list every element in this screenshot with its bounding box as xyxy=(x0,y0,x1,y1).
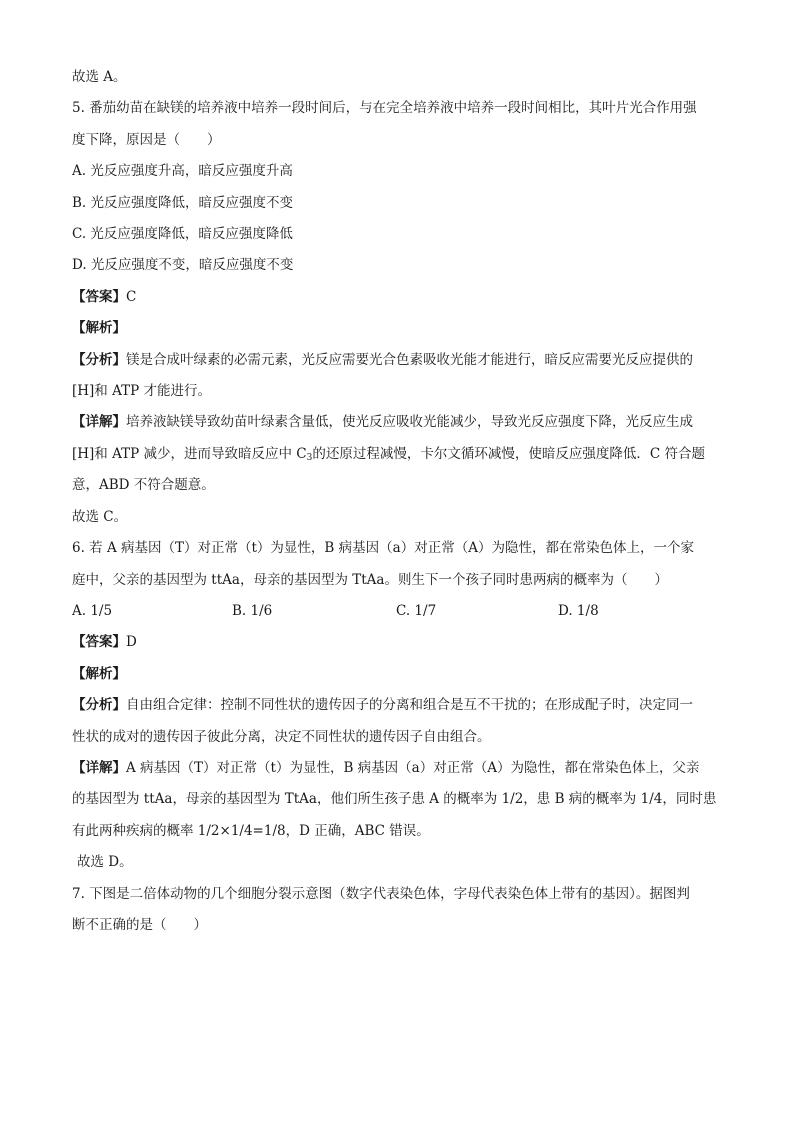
q5-option-b: B. 光反应强度降低，暗反应强度不变 xyxy=(72,194,294,211)
q5-stem-line-2: 度下降，原因是（ ） xyxy=(72,131,221,148)
analysis-tag: 【解析】 xyxy=(72,320,126,337)
q5-xiangjie-line-1 xyxy=(72,407,722,438)
answer-tag: 【答案】 xyxy=(72,634,126,651)
prev-conclusion: 故选 A。 xyxy=(72,69,127,85)
q5-fenxi-line-1 xyxy=(72,345,722,376)
q6-options xyxy=(72,596,722,627)
fenxi-text: 镁是合成叶绿素的必需元素，光反应需要光合色素吸收光能才能进行，暗反应需要光反应提供的 xyxy=(126,351,693,368)
q5-xiangjie-line-3: 意，ABD 不符合题意。 xyxy=(72,477,215,494)
q6-option-b: B. 1/6 xyxy=(232,602,273,619)
q6-answer xyxy=(72,627,722,658)
q5-option-d: D. 光反应强度不变，暗反应强度不变 xyxy=(72,257,294,274)
answer-tag: 【答案】 xyxy=(72,288,126,305)
fenxi-tag: 【分析】 xyxy=(72,697,126,714)
q5-conclusion: 故选 C。 xyxy=(72,508,128,525)
q6-analysis-heading xyxy=(72,659,722,690)
q5-answer xyxy=(72,282,722,313)
q7-stem-line-2: 断不正确的是（ ） xyxy=(72,916,207,933)
q6-option-d: D. 1/8 xyxy=(558,602,599,619)
xiangjie-tag: 【详解】 xyxy=(72,759,126,776)
q6-stem-line-1: 6. 若 A 病基因（T）对正常（t）为显性，B 病基因（a）对正常（A）为隐性，都在常染色体上，一个家 xyxy=(72,540,694,557)
document-page xyxy=(72,62,722,941)
answer-value: C xyxy=(126,288,137,305)
fenxi-tag: 【分析】 xyxy=(72,351,126,368)
q6-fenxi-line-2: 性状的成对的遗传因子彼此分离，决定不同性状的遗传因子自由组合。 xyxy=(72,728,491,745)
q7-stem-line-1: 7. 下图是二倍体动物的几个细胞分裂示意图（数字代表染色体，字母代表染色体上带有的基因）。据图判 xyxy=(72,885,690,902)
xiangjie-tag: 【详解】 xyxy=(72,414,126,431)
q6-fenxi-line-1 xyxy=(72,690,722,721)
q6-conclusion: 故选 D。 xyxy=(77,854,133,871)
q6-xiangjie-line-2: 的基因型为 ttAa，母亲的基因型为 TtAa，他们所生孩子患 A 的概率为 1/2，患 B 病的概率为 1/4，同时患 xyxy=(72,791,717,808)
xiangjie-text-b: 的还原过程减慢，卡尔文循环减慢，使暗反应强度降低．C 符合题 xyxy=(312,445,705,462)
xiangjie-text: A 病基因（T）对正常（t）为显性，B 病基因（a）对正常（A）为隐性，都在常染色体上，父亲 xyxy=(126,759,700,776)
q5-option-a: A. 光反应强度升高，暗反应强度升高 xyxy=(72,163,293,180)
fenxi-text: 自由组合定律：控制不同性状的遗传因子的分离和组合是互不干扰的；在形成配子时，决定同一 xyxy=(126,697,693,714)
q6-option-a: A. 1/5 xyxy=(72,602,113,619)
xiangjie-text-a: [H]和 ATP 减少，进而导致暗反应中 C xyxy=(72,445,307,462)
analysis-tag: 【解析】 xyxy=(72,665,126,682)
q6-xiangjie-line-1 xyxy=(72,753,722,784)
answer-value: D xyxy=(126,634,137,651)
q6-stem-line-2: 庭中，父亲的基因型为 ttAa，母亲的基因型为 TtAa。则生下一个孩子同时患两病的概率为（ ） xyxy=(72,571,668,588)
q5-stem-line-1: 5. 番茄幼苗在缺镁的培养液中培养一段时间后，与在完全培养液中培养一段时间相比，其叶片光合作用强 xyxy=(72,100,697,117)
q5-analysis-heading xyxy=(72,313,722,344)
q6-option-c: C. 1/7 xyxy=(396,602,437,619)
q6-xiangjie-line-3: 有此两种疾病的概率 1/2×1/4=1/8，D 正确，ABC 错误。 xyxy=(72,822,430,839)
q5-fenxi-line-2: [H]和 ATP 才能进行。 xyxy=(72,383,211,400)
subscript-3: 3 xyxy=(306,452,313,463)
q5-option-c: C. 光反应强度降低，暗反应强度降低 xyxy=(72,226,293,243)
xiangjie-text: 培养液缺镁导致幼苗叶绿素含量低，使光反应吸收光能减少，导致光反应强度下降，光反应生成 xyxy=(126,414,693,431)
q5-xiangjie-line-2 xyxy=(72,439,722,470)
